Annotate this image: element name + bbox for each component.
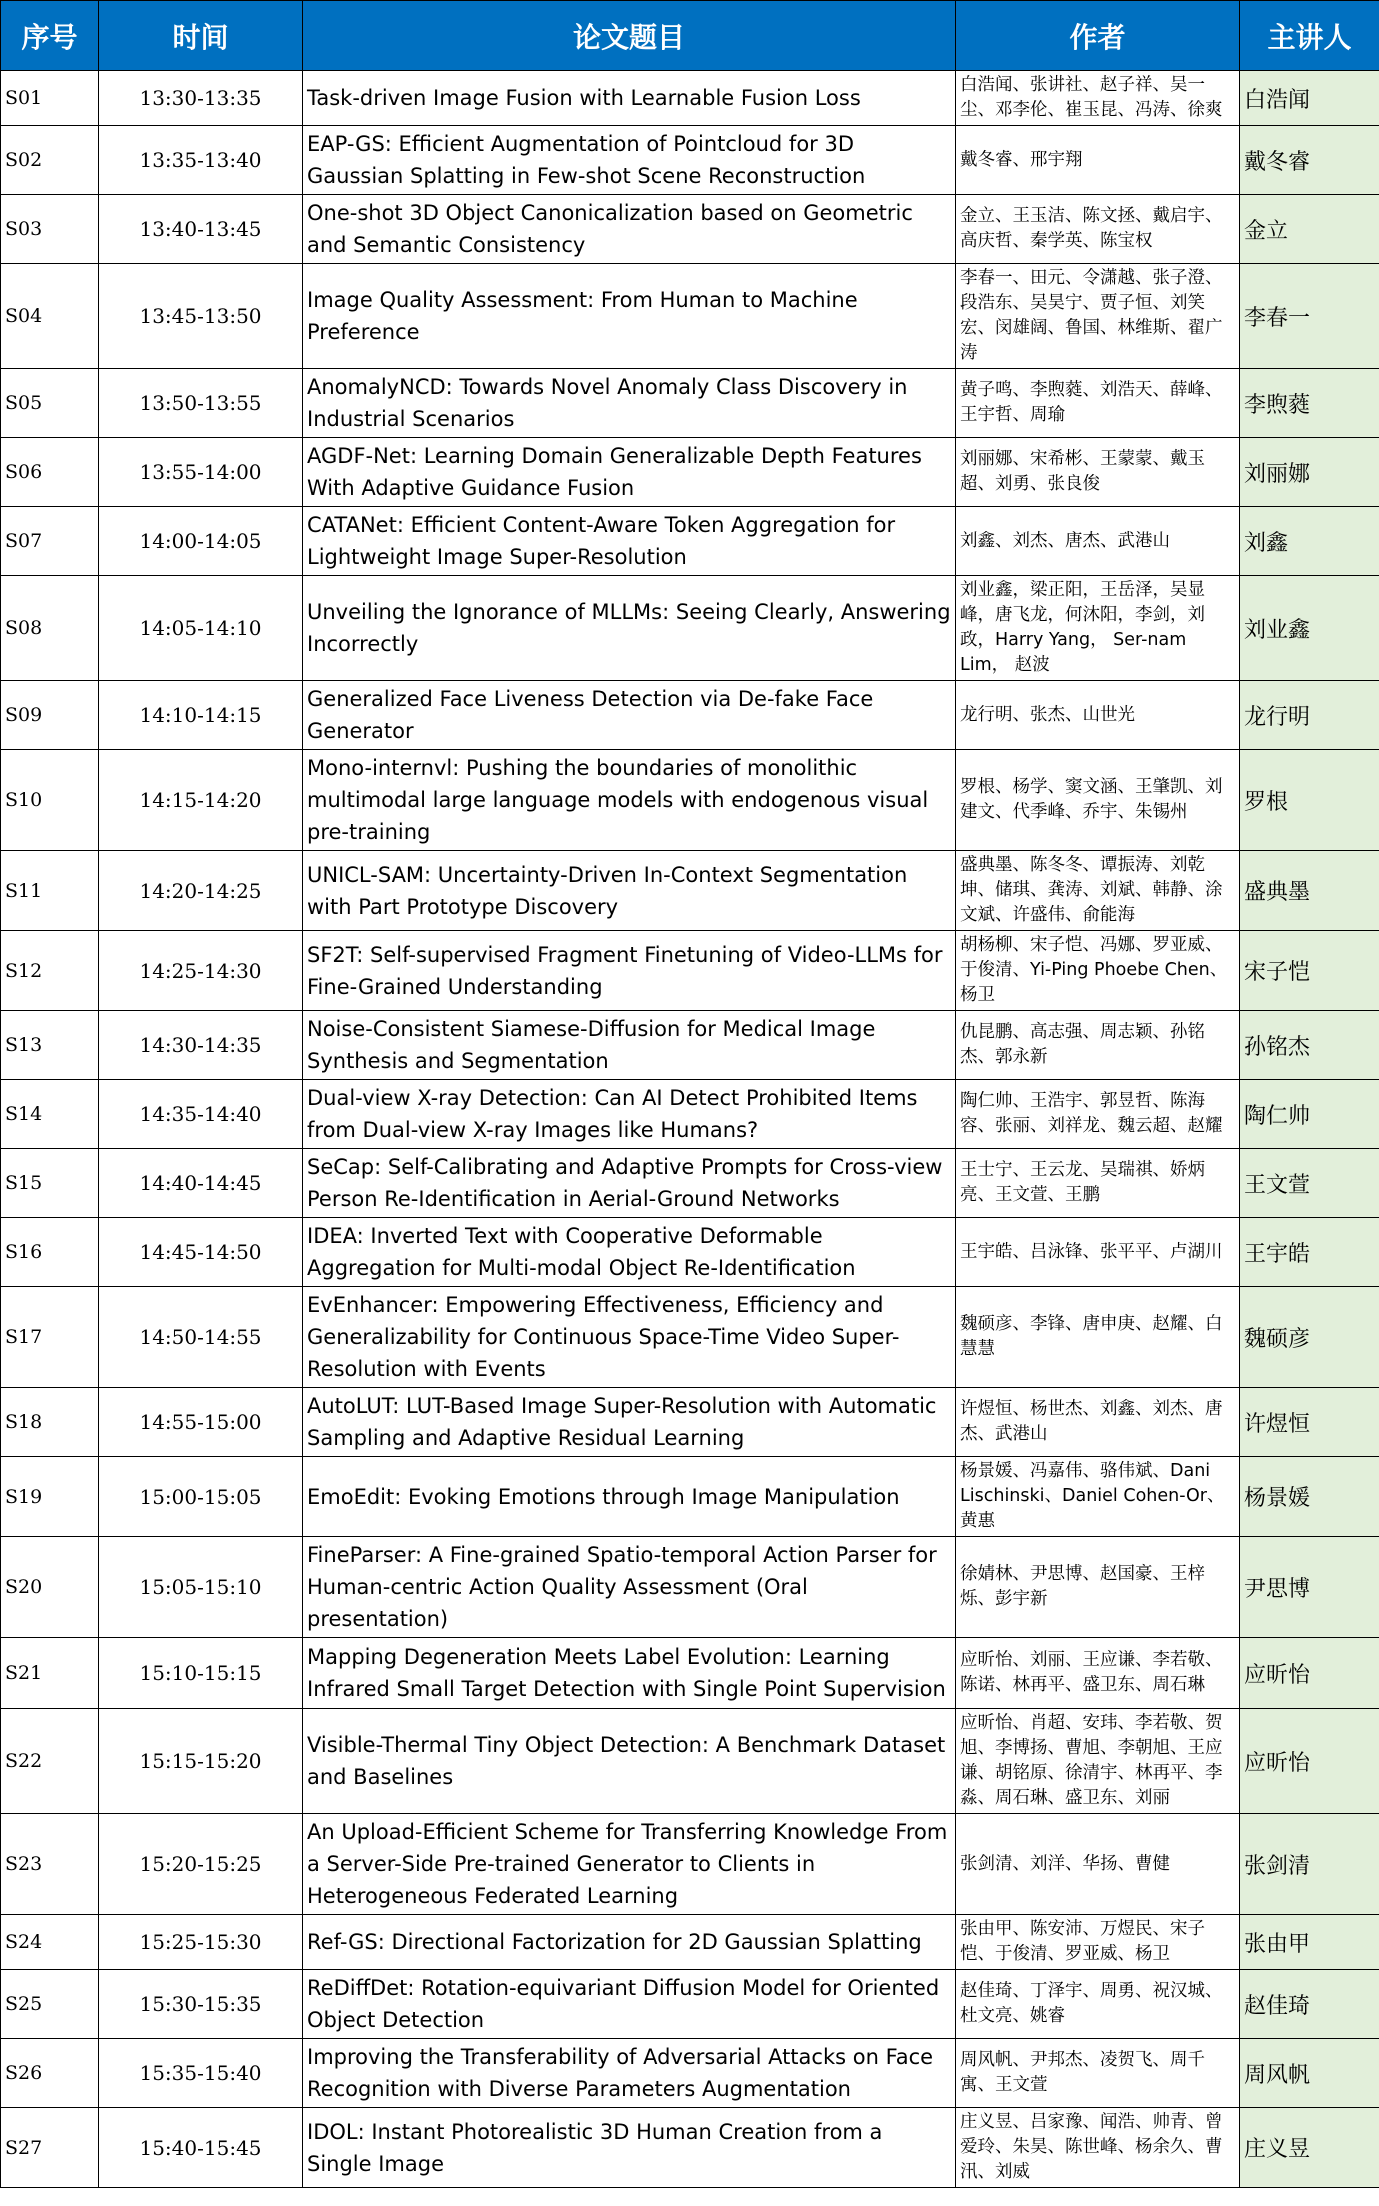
- cell-title: An Upload-Efficient Scheme for Transferring Knowledge From a Server-Side Pre-trained Generator to Clients in Heterogeneous Federated Learning: [303, 1814, 956, 1915]
- cell-title: SF2T: Self-supervised Fragment Finetuning of Video-LLMs for Fine-Grained Understanding: [303, 931, 956, 1011]
- cell-id: S19: [1, 1457, 99, 1537]
- cell-title: CATANet: Efficient Content-Aware Token Aggregation for Lightweight Image Super-Resolution: [303, 507, 956, 576]
- cell-id: S27: [1, 2108, 99, 2188]
- cell-id: S17: [1, 1287, 99, 1388]
- cell-authors: 周风帆、尹邦杰、凌贺飞、周千寓、王文萱: [956, 2039, 1240, 2108]
- table-row: [1, 71, 1379, 126]
- table-row: [1, 1388, 1379, 1457]
- cell-id: S02: [1, 126, 99, 195]
- cell-time: 15:30-15:35: [99, 1970, 303, 2039]
- cell-id: S05: [1, 369, 99, 438]
- table-row: [1, 1011, 1379, 1080]
- table-row: [1, 126, 1379, 195]
- cell-speaker: 庄义昱: [1240, 2108, 1379, 2188]
- cell-id: S11: [1, 851, 99, 931]
- cell-authors: 魏硕彦、李锋、唐申庚、赵耀、白慧慧: [956, 1287, 1240, 1388]
- cell-title: Unveiling the Ignorance of MLLMs: Seeing Clearly, Answering Incorrectly: [303, 576, 956, 681]
- cell-id: S23: [1, 1814, 99, 1915]
- table-row: [1, 1709, 1379, 1814]
- cell-title: One-shot 3D Object Canonicalization based on Geometric and Semantic Consistency: [303, 195, 956, 264]
- header-id: 序号: [1, 1, 99, 71]
- cell-title: AutoLUT: LUT-Based Image Super-Resolution with Automatic Sampling and Adaptive Residual Learning: [303, 1388, 956, 1457]
- cell-id: S21: [1, 1638, 99, 1709]
- cell-id: S10: [1, 750, 99, 851]
- cell-authors: 刘丽娜、宋希彬、王蒙蒙、戴玉超、刘勇、张良俊: [956, 438, 1240, 507]
- table-row: [1, 851, 1379, 931]
- cell-speaker: 盛典墨: [1240, 851, 1379, 931]
- table-row: [1, 576, 1379, 681]
- cell-id: S25: [1, 1970, 99, 2039]
- cell-authors: 盛典墨、陈冬冬、谭振涛、刘乾坤、储琪、龚涛、刘斌、韩静、涂文斌、许盛伟、俞能海: [956, 851, 1240, 931]
- cell-time: 14:05-14:10: [99, 576, 303, 681]
- cell-title: AGDF-Net: Learning Domain Generalizable Depth Features With Adaptive Guidance Fusion: [303, 438, 956, 507]
- cell-authors: 胡杨柳、宋子恺、冯娜、罗亚威、于俊清、Yi-Ping Phoebe Chen、杨卫: [956, 931, 1240, 1011]
- cell-time: 14:40-14:45: [99, 1149, 303, 1218]
- cell-time: 13:30-13:35: [99, 71, 303, 126]
- cell-time: 15:05-15:10: [99, 1537, 303, 1638]
- table-row: [1, 750, 1379, 851]
- cell-speaker: 王文萱: [1240, 1149, 1379, 1218]
- cell-speaker: 应昕怡: [1240, 1638, 1379, 1709]
- table-row: [1, 1814, 1379, 1915]
- cell-title: Visible-Thermal Tiny Object Detection: A Benchmark Dataset and Baselines: [303, 1709, 956, 1814]
- cell-time: 14:30-14:35: [99, 1011, 303, 1080]
- cell-id: S08: [1, 576, 99, 681]
- cell-time: 13:45-13:50: [99, 264, 303, 369]
- cell-speaker: 白浩闻: [1240, 71, 1379, 126]
- cell-title: EvEnhancer: Empowering Effectiveness, Efficiency and Generalizability for Continuous Space-Time Video Super-Resolution with Events: [303, 1287, 956, 1388]
- cell-title: Mapping Degeneration Meets Label Evolution: Learning Infrared Small Target Detection with Single Point Supervision: [303, 1638, 956, 1709]
- cell-speaker: 杨景媛: [1240, 1457, 1379, 1537]
- table-row: [1, 1638, 1379, 1709]
- cell-authors: 刘鑫、刘杰、唐杰、武港山: [956, 507, 1240, 576]
- table-row: [1, 1970, 1379, 2039]
- cell-speaker: 金立: [1240, 195, 1379, 264]
- cell-id: S24: [1, 1915, 99, 1970]
- cell-speaker: 宋子恺: [1240, 931, 1379, 1011]
- cell-speaker: 应昕怡: [1240, 1709, 1379, 1814]
- cell-speaker: 陶仁帅: [1240, 1080, 1379, 1149]
- cell-time: 15:15-15:20: [99, 1709, 303, 1814]
- cell-speaker: 张剑清: [1240, 1814, 1379, 1915]
- cell-time: 14:25-14:30: [99, 931, 303, 1011]
- cell-id: S04: [1, 264, 99, 369]
- cell-authors: 庄义昱、吕家豫、闻浩、帅青、曾爱玲、朱昊、陈世峰、杨余久、曹汛、刘威: [956, 2108, 1240, 2188]
- cell-authors: 徐婧林、尹思博、赵国豪、王梓烁、彭宇新: [956, 1537, 1240, 1638]
- table-row: [1, 369, 1379, 438]
- cell-speaker: 刘丽娜: [1240, 438, 1379, 507]
- cell-speaker: 刘鑫: [1240, 507, 1379, 576]
- cell-speaker: 李春一: [1240, 264, 1379, 369]
- cell-time: 15:40-15:45: [99, 2108, 303, 2188]
- cell-title: Noise-Consistent Siamese-Diffusion for Medical Image Synthesis and Segmentation: [303, 1011, 956, 1080]
- cell-speaker: 李煦蕤: [1240, 369, 1379, 438]
- cell-speaker: 戴冬睿: [1240, 126, 1379, 195]
- cell-authors: 赵佳琦、丁泽宇、周勇、祝汉城、杜文亮、姚睿: [956, 1970, 1240, 2039]
- table-row: [1, 195, 1379, 264]
- cell-authors: 龙行明、张杰、山世光: [956, 681, 1240, 750]
- cell-time: 14:10-14:15: [99, 681, 303, 750]
- cell-time: 15:00-15:05: [99, 1457, 303, 1537]
- cell-time: 13:55-14:00: [99, 438, 303, 507]
- cell-time: 15:20-15:25: [99, 1814, 303, 1915]
- cell-authors: 王士宁、王云龙、吴瑞祺、娇炳亮、王文萱、王鹏: [956, 1149, 1240, 1218]
- cell-id: S06: [1, 438, 99, 507]
- cell-id: S12: [1, 931, 99, 1011]
- cell-title: UNICL-SAM: Uncertainty-Driven In-Context Segmentation with Part Prototype Discovery: [303, 851, 956, 931]
- cell-authors: 张由甲、陈安沛、万煜民、宋子恺、于俊清、罗亚威、杨卫: [956, 1915, 1240, 1970]
- cell-speaker: 罗根: [1240, 750, 1379, 851]
- cell-time: 14:00-14:05: [99, 507, 303, 576]
- cell-title: Dual-view X-ray Detection: Can AI Detect Prohibited Items from Dual-view X-ray Images like Humans?: [303, 1080, 956, 1149]
- schedule-body: [1, 71, 1379, 2188]
- cell-title: ReDiffDet: Rotation-equivariant Diffusion Model for Oriented Object Detection: [303, 1970, 956, 2039]
- cell-speaker: 孙铭杰: [1240, 1011, 1379, 1080]
- table-row: [1, 1287, 1379, 1388]
- cell-title: IDOL: Instant Photorealistic 3D Human Creation from a Single Image: [303, 2108, 956, 2188]
- cell-time: 15:25-15:30: [99, 1915, 303, 1970]
- header-time: 时间: [99, 1, 303, 71]
- cell-time: 13:35-13:40: [99, 126, 303, 195]
- cell-title: Image Quality Assessment: From Human to Machine Preference: [303, 264, 956, 369]
- cell-time: 15:10-15:15: [99, 1638, 303, 1709]
- cell-speaker: 王宇皓: [1240, 1218, 1379, 1287]
- cell-title: IDEA: Inverted Text with Cooperative Deformable Aggregation for Multi-modal Object Re-Identification: [303, 1218, 956, 1287]
- cell-authors: 仇昆鹏、高志强、周志颖、孙铭杰、郭永新: [956, 1011, 1240, 1080]
- cell-id: S20: [1, 1537, 99, 1638]
- cell-time: 14:20-14:25: [99, 851, 303, 931]
- cell-id: S18: [1, 1388, 99, 1457]
- cell-speaker: 刘业鑫: [1240, 576, 1379, 681]
- header-row: [1, 1, 1379, 71]
- table-row: [1, 1915, 1379, 1970]
- cell-authors: 戴冬睿、邢宇翔: [956, 126, 1240, 195]
- cell-time: 14:35-14:40: [99, 1080, 303, 1149]
- cell-id: S14: [1, 1080, 99, 1149]
- cell-authors: 应昕怡、刘丽、王应谦、李若敬、陈诺、林再平、盛卫东、周石琳: [956, 1638, 1240, 1709]
- table-row: [1, 507, 1379, 576]
- cell-speaker: 许煜恒: [1240, 1388, 1379, 1457]
- cell-speaker: 魏硕彦: [1240, 1287, 1379, 1388]
- table-row: [1, 1457, 1379, 1537]
- table-row: [1, 264, 1379, 369]
- cell-time: 15:35-15:40: [99, 2039, 303, 2108]
- cell-title: Improving the Transferability of Adversarial Attacks on Face Recognition with Diverse Parameters Augmentation: [303, 2039, 956, 2108]
- cell-id: S03: [1, 195, 99, 264]
- cell-title: AnomalyNCD: Towards Novel Anomaly Class Discovery in Industrial Scenarios: [303, 369, 956, 438]
- cell-title: Mono-internvl: Pushing the boundaries of monolithic multimodal large language models with endogenous visual pre-training: [303, 750, 956, 851]
- table-row: [1, 1149, 1379, 1218]
- cell-authors: 罗根、杨学、窦文涵、王肇凯、刘建文、代季峰、乔宇、朱锡州: [956, 750, 1240, 851]
- cell-id: S15: [1, 1149, 99, 1218]
- cell-id: S13: [1, 1011, 99, 1080]
- cell-time: 14:15-14:20: [99, 750, 303, 851]
- cell-time: 14:55-15:00: [99, 1388, 303, 1457]
- cell-id: S16: [1, 1218, 99, 1287]
- cell-authors: 张剑清、刘洋、华扬、曹健: [956, 1814, 1240, 1915]
- cell-speaker: 张由甲: [1240, 1915, 1379, 1970]
- cell-title: SeCap: Self-Calibrating and Adaptive Prompts for Cross-view Person Re-Identification in Aerial-Ground Networks: [303, 1149, 956, 1218]
- cell-authors: 李春一、田元、令潇越、张子澄、段浩东、吴昊宁、贾子恒、刘笑宏、闵雄阔、鲁国、林维斯、翟广涛: [956, 264, 1240, 369]
- header-authors: 作者: [956, 1, 1240, 71]
- table-row: [1, 1080, 1379, 1149]
- cell-authors: 陶仁帅、王浩宇、郭昱哲、陈海容、张丽、刘祥龙、魏云超、赵耀: [956, 1080, 1240, 1149]
- cell-title: EAP-GS: Efficient Augmentation of Pointcloud for 3D Gaussian Splatting in Few-shot Scene Reconstruction: [303, 126, 956, 195]
- cell-title: Ref-GS: Directional Factorization for 2D Gaussian Splatting: [303, 1915, 956, 1970]
- cell-title: EmoEdit: Evoking Emotions through Image Manipulation: [303, 1457, 956, 1537]
- cell-title: FineParser: A Fine-grained Spatio-temporal Action Parser for Human-centric Action Quality Assessment (Oral presentation): [303, 1537, 956, 1638]
- table-row: [1, 931, 1379, 1011]
- cell-time: 13:40-13:45: [99, 195, 303, 264]
- cell-speaker: 龙行明: [1240, 681, 1379, 750]
- table-row: [1, 1537, 1379, 1638]
- cell-time: 14:45-14:50: [99, 1218, 303, 1287]
- table-row: [1, 2039, 1379, 2108]
- cell-authors: 王宇皓、吕泳锋、张平平、卢湖川: [956, 1218, 1240, 1287]
- header-title: 论文题目: [303, 1, 956, 71]
- cell-title: Generalized Face Liveness Detection via De-fake Face Generator: [303, 681, 956, 750]
- cell-speaker: 尹思博: [1240, 1537, 1379, 1638]
- cell-time: 14:50-14:55: [99, 1287, 303, 1388]
- cell-authors: 白浩闻、张讲社、赵子祥、吴一尘、邓李伦、崔玉昆、冯涛、徐爽: [956, 71, 1240, 126]
- cell-authors: 许煜恒、杨世杰、刘鑫、刘杰、唐杰、武港山: [956, 1388, 1240, 1457]
- cell-id: S22: [1, 1709, 99, 1814]
- cell-id: S26: [1, 2039, 99, 2108]
- cell-id: S09: [1, 681, 99, 750]
- header-speaker: 主讲人: [1240, 1, 1379, 71]
- cell-time: 13:50-13:55: [99, 369, 303, 438]
- table-row: [1, 2108, 1379, 2188]
- cell-title: Task-driven Image Fusion with Learnable Fusion Loss: [303, 71, 956, 126]
- table-row: [1, 1218, 1379, 1287]
- table-row: [1, 681, 1379, 750]
- cell-authors: 应昕怡、肖超、安玮、李若敬、贺旭、李博扬、曹旭、李朝旭、王应谦、胡铭原、徐清宇、林再平、李淼、周石琳、盛卫东、刘丽: [956, 1709, 1240, 1814]
- cell-speaker: 赵佳琦: [1240, 1970, 1379, 2039]
- cell-authors: 黄子鸣、李煦蕤、刘浩天、薛峰、王宇哲、周瑜: [956, 369, 1240, 438]
- table-row: [1, 438, 1379, 507]
- cell-authors: 杨景媛、冯嘉伟、骆伟斌、Dani Lischinski、Daniel Cohen-Or、黄惠: [956, 1457, 1240, 1537]
- cell-id: S07: [1, 507, 99, 576]
- cell-speaker: 周风帆: [1240, 2039, 1379, 2108]
- cell-authors: 金立、王玉洁、陈文拯、戴启宇、高庆哲、秦学英、陈宝权: [956, 195, 1240, 264]
- cell-authors: 刘业鑫，梁正阳，王岳泽，吴显峰，唐飞龙，何沐阳，李剑，刘政，Harry Yang， Ser-nam Lim， 赵波: [956, 576, 1240, 681]
- cell-id: S01: [1, 71, 99, 126]
